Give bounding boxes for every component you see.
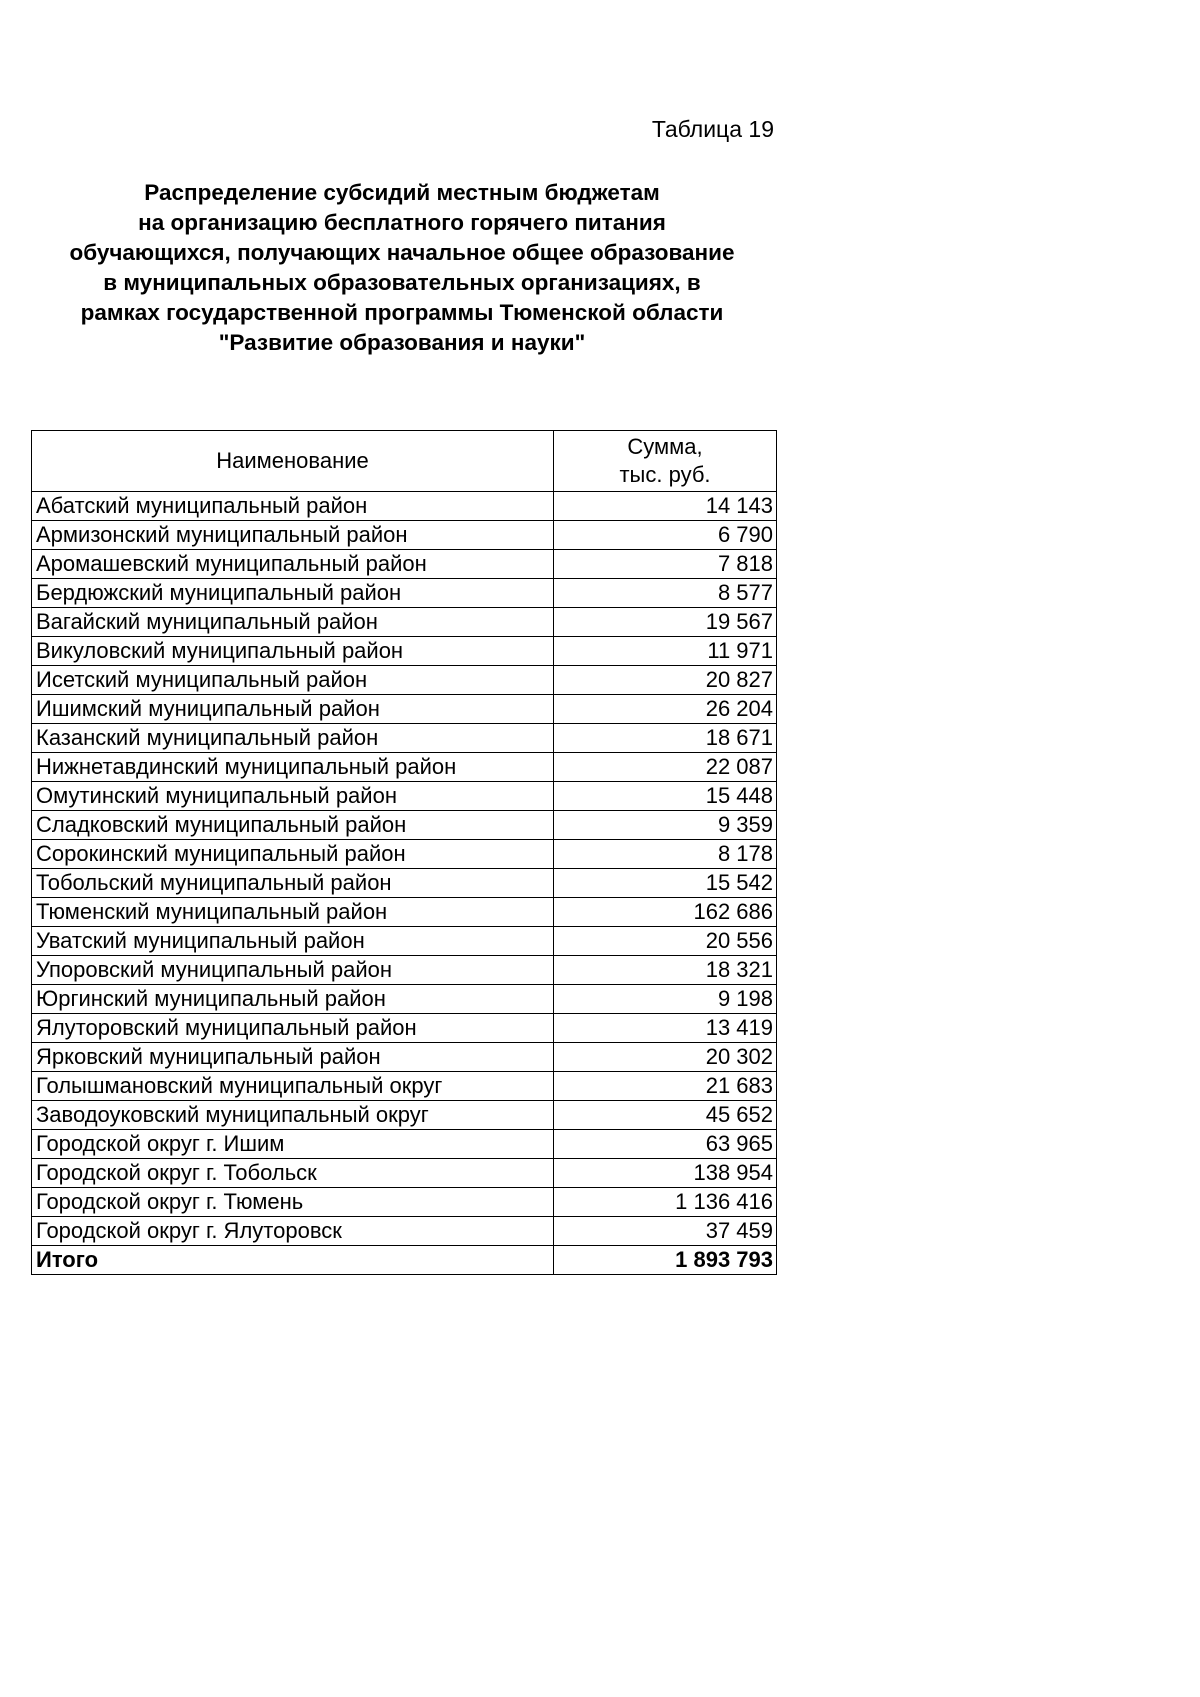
subsidy-amount-cell: 18 671	[554, 724, 777, 753]
document-title	[30, 178, 774, 358]
title-line: в муниципальных образовательных организациях, в	[103, 270, 701, 295]
table-row	[32, 956, 777, 985]
subsidy-amount-cell: 14 143	[554, 492, 777, 521]
title-line: на организацию бесплатного горячего питания	[138, 210, 666, 235]
municipality-name-cell: Упоровский муниципальный район	[32, 956, 554, 985]
municipality-name-cell: Юргинский муниципальный район	[32, 985, 554, 1014]
table-row	[32, 579, 777, 608]
subsidy-amount-cell: 45 652	[554, 1101, 777, 1130]
total-row	[32, 1246, 777, 1275]
subsidy-amount-cell: 63 965	[554, 1130, 777, 1159]
subsidy-amount-cell: 21 683	[554, 1072, 777, 1101]
municipality-name-cell: Тобольский муниципальный район	[32, 869, 554, 898]
subsidy-amount-cell: 1 136 416	[554, 1188, 777, 1217]
municipality-name-cell: Викуловский муниципальный район	[32, 637, 554, 666]
subsidy-amount-cell: 162 686	[554, 898, 777, 927]
table-row	[32, 1072, 777, 1101]
table-row	[32, 1101, 777, 1130]
total-label-cell: Итого	[32, 1246, 554, 1275]
subsidy-amount-cell: 8 577	[554, 579, 777, 608]
municipality-name-cell: Ярковский муниципальный район	[32, 1043, 554, 1072]
table-row	[32, 1188, 777, 1217]
table-row	[32, 1130, 777, 1159]
title-line: обучающихся, получающих начальное общее образование	[69, 240, 735, 265]
table-row	[32, 782, 777, 811]
subsidy-amount-cell: 9 198	[554, 985, 777, 1014]
table-body	[32, 492, 777, 1275]
subsidy-amount-cell: 7 818	[554, 550, 777, 579]
table-row	[32, 608, 777, 637]
title-line: "Развитие образования и науки"	[218, 330, 586, 355]
municipality-name-cell: Заводоуковский муниципальный округ	[32, 1101, 554, 1130]
municipality-name-cell: Казанский муниципальный район	[32, 724, 554, 753]
municipality-name-cell: Бердюжский муниципальный район	[32, 579, 554, 608]
table-row	[32, 695, 777, 724]
table-row	[32, 1159, 777, 1188]
table-row	[32, 840, 777, 869]
table-row	[32, 724, 777, 753]
municipality-name-cell: Абатский муниципальный район	[32, 492, 554, 521]
subsidy-amount-cell: 9 359	[554, 811, 777, 840]
column-header-sum-unit: тыс. руб.	[619, 462, 711, 487]
municipality-name-cell: Ишимский муниципальный район	[32, 695, 554, 724]
subsidy-amount-cell: 20 827	[554, 666, 777, 695]
subsidy-amount-cell: 8 178	[554, 840, 777, 869]
title-line: Распределение субсидий местным бюджетам	[144, 180, 660, 205]
table-row	[32, 666, 777, 695]
municipality-name-cell: Ялуторовский муниципальный район	[32, 1014, 554, 1043]
subsidy-distribution-table	[31, 430, 777, 1275]
municipality-name-cell: Городской округ г. Тюмень	[32, 1188, 554, 1217]
subsidy-amount-cell: 20 302	[554, 1043, 777, 1072]
subsidy-amount-cell: 20 556	[554, 927, 777, 956]
title-line: рамках государственной программы Тюменской области	[80, 300, 724, 325]
municipality-name-cell: Исетский муниципальный район	[32, 666, 554, 695]
municipality-name-cell: Аромашевский муниципальный район	[32, 550, 554, 579]
table-row	[32, 492, 777, 521]
municipality-name-cell: Вагайский муниципальный район	[32, 608, 554, 637]
municipality-name-cell: Тюменский муниципальный район	[32, 898, 554, 927]
column-header-name: Наименование	[32, 431, 554, 492]
municipality-name-cell: Омутинский муниципальный район	[32, 782, 554, 811]
municipality-name-cell: Городской округ г. Тобольск	[32, 1159, 554, 1188]
subsidy-amount-cell: 11 971	[554, 637, 777, 666]
municipality-name-cell: Сладковский муниципальный район	[32, 811, 554, 840]
municipality-name-cell: Городской округ г. Ишим	[32, 1130, 554, 1159]
table-row	[32, 898, 777, 927]
subsidy-amount-cell: 18 321	[554, 956, 777, 985]
table-row	[32, 637, 777, 666]
subsidy-amount-cell: 138 954	[554, 1159, 777, 1188]
column-header-sum	[554, 431, 777, 492]
column-header-sum-line: Сумма,	[627, 434, 703, 459]
municipality-name-cell: Голышмановский муниципальный округ	[32, 1072, 554, 1101]
municipality-name-cell: Нижнетавдинский муниципальный район	[32, 753, 554, 782]
subsidy-amount-cell: 22 087	[554, 753, 777, 782]
table-row	[32, 1014, 777, 1043]
subsidy-amount-cell: 6 790	[554, 521, 777, 550]
subsidy-amount-cell: 15 542	[554, 869, 777, 898]
municipality-name-cell: Армизонский муниципальный район	[32, 521, 554, 550]
subsidy-amount-cell: 37 459	[554, 1217, 777, 1246]
subsidy-amount-cell: 19 567	[554, 608, 777, 637]
subsidy-amount-cell: 13 419	[554, 1014, 777, 1043]
table-row	[32, 521, 777, 550]
table-number: Таблица 19	[651, 116, 774, 142]
total-amount-cell: 1 893 793	[554, 1246, 777, 1275]
table-row	[32, 927, 777, 956]
municipality-name-cell: Уватский муниципальный район	[32, 927, 554, 956]
table-row	[32, 985, 777, 1014]
subsidy-amount-cell: 26 204	[554, 695, 777, 724]
table-row	[32, 1217, 777, 1246]
table-row	[32, 550, 777, 579]
table-row	[32, 869, 777, 898]
municipality-name-cell: Сорокинский муниципальный район	[32, 840, 554, 869]
subsidy-amount-cell: 15 448	[554, 782, 777, 811]
table-row	[32, 811, 777, 840]
municipality-name-cell: Городской округ г. Ялуторовск	[32, 1217, 554, 1246]
table-row	[32, 753, 777, 782]
table-row	[32, 1043, 777, 1072]
table-header-row	[32, 431, 777, 492]
